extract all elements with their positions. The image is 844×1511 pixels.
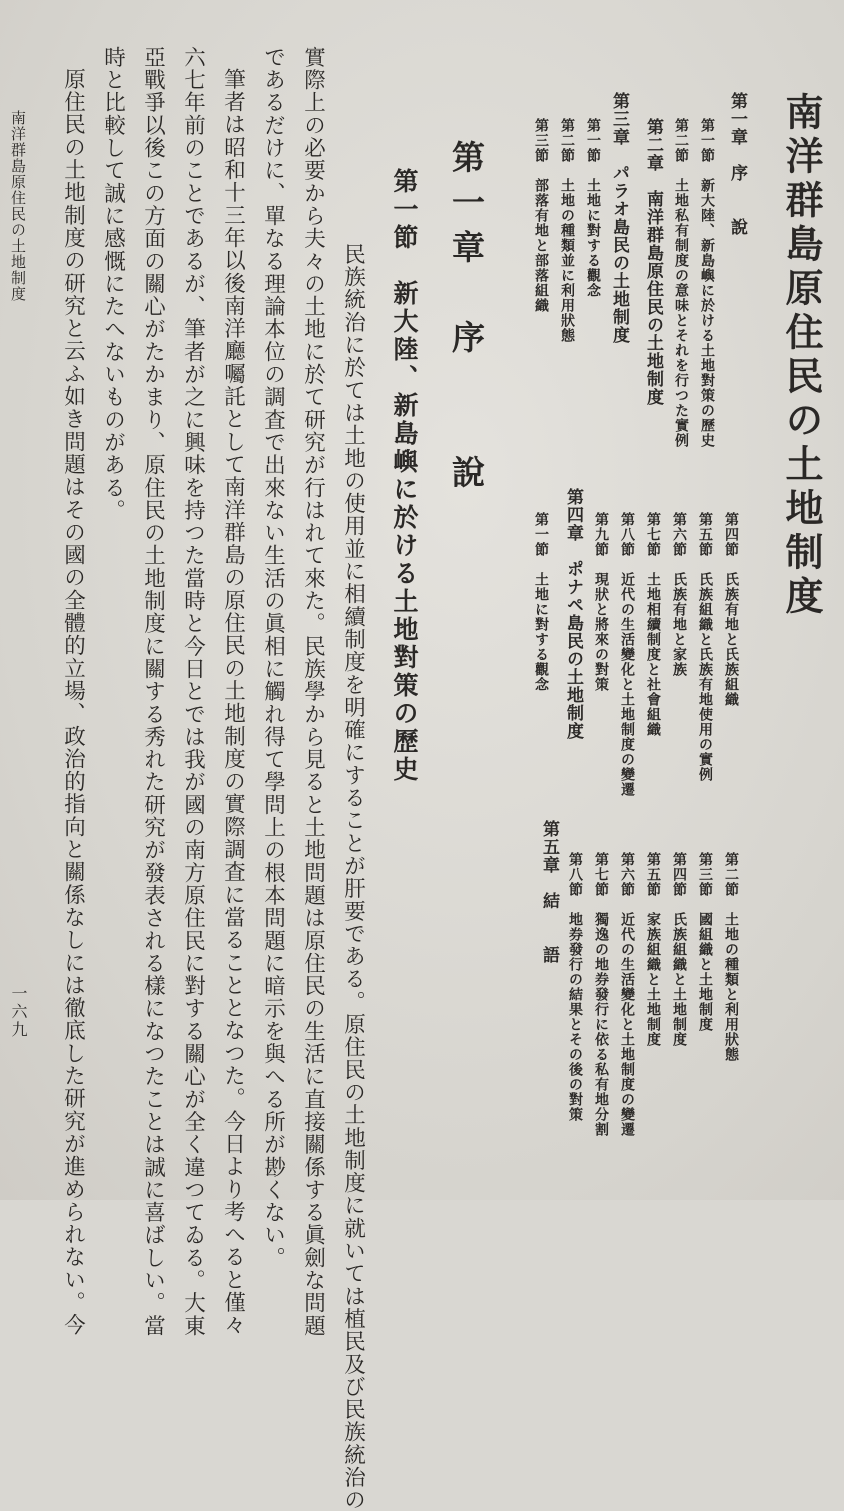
body-line: 亞戰爭以後この方面の關心がたかまり、原住民の土地制度に關する秀れた研究が發表される樣になつたことは誠に喜ばしい。當 [140, 46, 166, 1338]
toc-entry: 第一章 序 說 [727, 92, 747, 236]
toc-entry: 第六節 近代の生活變化と土地制度の變遷 [619, 852, 635, 1137]
toc-entry: 第七節 獨逸の地券發行に依る私有地分割 [593, 852, 609, 1137]
toc-entry: 第五節 家族組織と土地制度 [645, 852, 661, 1047]
toc-entry: 第八節 地券發行の結果とその後の對策 [567, 852, 583, 1122]
toc-entry: 第三節 國組織と土地制度 [697, 852, 713, 1032]
page-number: 一六九 [9, 985, 28, 1039]
body-line: 實際上の必要から夫々の土地に於て研究が行はれて來た。民族學から見ると土地問題は原住民の生活に直接關係する眞劍な問題 [300, 46, 326, 1338]
toc-entry: 第二節 土地の種類と利用狀態 [723, 852, 739, 1062]
body-line: 民族統治に於ては土地の使用並に相續制度を明確にすることが肝要である。原住民の土地制度に就いては植民及び民族統治の [340, 243, 366, 1511]
running-head: 南洋群島原住民の土地制度 [9, 110, 27, 302]
toc-entry: 第七節 土地相續制度と社會組織 [645, 512, 661, 737]
body-line: であるだけに、單なる理論本位の調査で出來ない生活の眞相に觸れ得て學問上の根本問題に暗示を與へる所が尠くない。 [260, 46, 286, 1270]
book-title: 南洋群島原住民の土地制度 [779, 92, 824, 620]
toc-entry: 第八節 近代の生活變化と土地制度の變遷 [619, 512, 635, 797]
toc-entry: 第九節 現狀と將來の對策 [593, 512, 609, 692]
toc-entry: 第一節 土地に對する觀念 [533, 512, 549, 692]
toc-entry: 第二章 南洋群島原住民の土地制度 [643, 118, 663, 406]
toc-entry: 第五章 結 語 [539, 820, 559, 964]
toc-entry: 第二節 土地私有制度の意味とそれを行つた實例 [673, 118, 689, 448]
toc-entry: 第一節 土地に對する觀念 [585, 118, 601, 298]
toc-entry: 第一節 新大陸、新島嶼に於ける土地對策の歷史 [699, 118, 715, 448]
toc-entry: 第四章 ポナペ島民の土地制度 [563, 488, 583, 740]
body-line: 時と比較して誠に感慨にたへないものがある。 [100, 46, 126, 522]
section-heading: 第一節 新大陸、新島嶼に於ける土地對策の歷史 [390, 168, 419, 784]
toc-entry: 第四節 氏族有地と氏族組織 [723, 512, 739, 707]
toc-entry: 第六節 氏族有地と家族 [671, 512, 687, 677]
chapter-heading: 第一章 序 說 [447, 140, 486, 500]
toc-entry: 第五節 氏族組織と氏族有地使用の實例 [697, 512, 713, 782]
toc-entry: 第三節 部落有地と部落組織 [533, 118, 549, 313]
toc-entry: 第二節 土地の種類並に利用狀態 [559, 118, 575, 343]
toc-entry: 第三章 パラオ島民の土地制度 [609, 92, 629, 344]
body-line: 原住民の土地制度の研究と云ふ如き問題はその國の全體的立場、政治的指向と關係なしには徹底した研究が進められない。今 [60, 68, 86, 1337]
body-line: 六七年前のことであるが、筆者が之に興味を持つた當時と今日とでは我が國の南方原住民に對する關心が全く違つてゐる。大東 [180, 46, 206, 1338]
body-line: 筆者は昭和十三年以後南洋廳囑託として南洋群島の原住民の土地制度の實際調査に當ることとなつた。今日より考へると僅々 [220, 68, 246, 1337]
toc-entry: 第四節 氏族組織と土地制度 [671, 852, 687, 1047]
